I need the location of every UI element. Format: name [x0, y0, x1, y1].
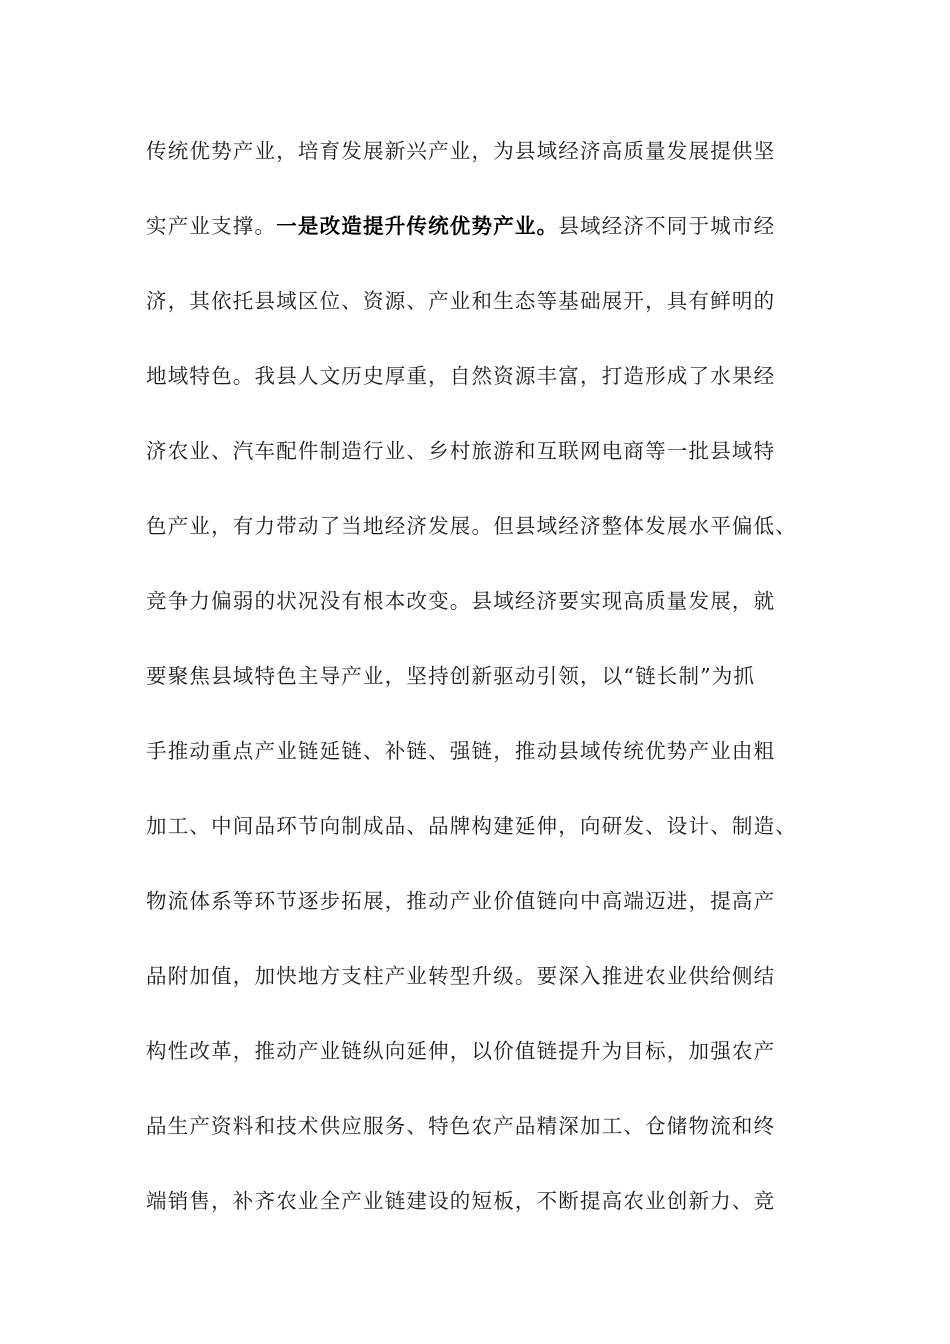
text-line [146, 804, 826, 879]
body-text: 物流体系等环节逐步拓展，推动产业价值链向中高端迈进，提高产 [146, 889, 776, 913]
body-text: 色产业，有力带动了当地经济发展。但县域经济整体发展水平偏低、 [146, 514, 797, 538]
text-line [146, 879, 826, 954]
bold-heading-text: 一是改造提升传统优势产业。 [276, 214, 559, 238]
body-text: 构性改革，推动产业链纵向延伸，以价值链提升为目标，加强农产 [146, 1039, 776, 1063]
body-text: 端销售，补齐农业全产业链建设的短板，不断提高农业创新力、竞 [146, 1189, 776, 1213]
text-line [146, 504, 826, 579]
text-line [146, 579, 826, 654]
text-line [146, 354, 826, 429]
text-line [146, 1179, 826, 1254]
body-text: 加工、中间品环节向制成品、品牌构建延伸，向研发、设计、制造、 [146, 814, 797, 838]
text-line [146, 729, 826, 804]
body-text: 县域经济不同于城市经 [558, 214, 776, 238]
body-text: 品生产资料和技术供应服务、特色农产品精深加工、仓储物流和终 [146, 1114, 776, 1138]
text-line [146, 954, 826, 1029]
body-text: 要聚焦县域特色主导产业，坚持创新驱动引领，以“链长制”为抓 [146, 664, 756, 688]
text-line [146, 129, 826, 204]
body-text: 手推动重点产业链延链、补链、强链，推动县域传统优势产业由粗 [146, 739, 776, 763]
body-text: 地域特色。我县人文历史厚重，自然资源丰富，打造形成了水果经 [146, 364, 776, 388]
text-line [146, 1104, 826, 1179]
text-line [146, 279, 826, 354]
body-text: 传统优势产业，培育发展新兴产业，为县域经济高质量发展提供坚 [146, 139, 776, 163]
body-text: 品附加值，加快地方支柱产业转型升级。要深入推进农业供给侧结 [146, 964, 776, 988]
text-line [146, 654, 826, 729]
text-line [146, 429, 826, 504]
body-text: 竞争力偏弱的状况没有根本改变。县域经济要实现高质量发展，就 [146, 589, 776, 613]
text-line [146, 1029, 826, 1104]
body-text: 济，其依托县域区位、资源、产业和生态等基础展开，具有鲜明的 [146, 289, 776, 313]
document-body-text [146, 129, 826, 1254]
text-line [146, 204, 826, 279]
body-text: 实产业支撑。 [146, 214, 277, 238]
body-text: 济农业、汽车配件制造行业、乡村旅游和互联网电商等一批县域特 [146, 439, 776, 463]
